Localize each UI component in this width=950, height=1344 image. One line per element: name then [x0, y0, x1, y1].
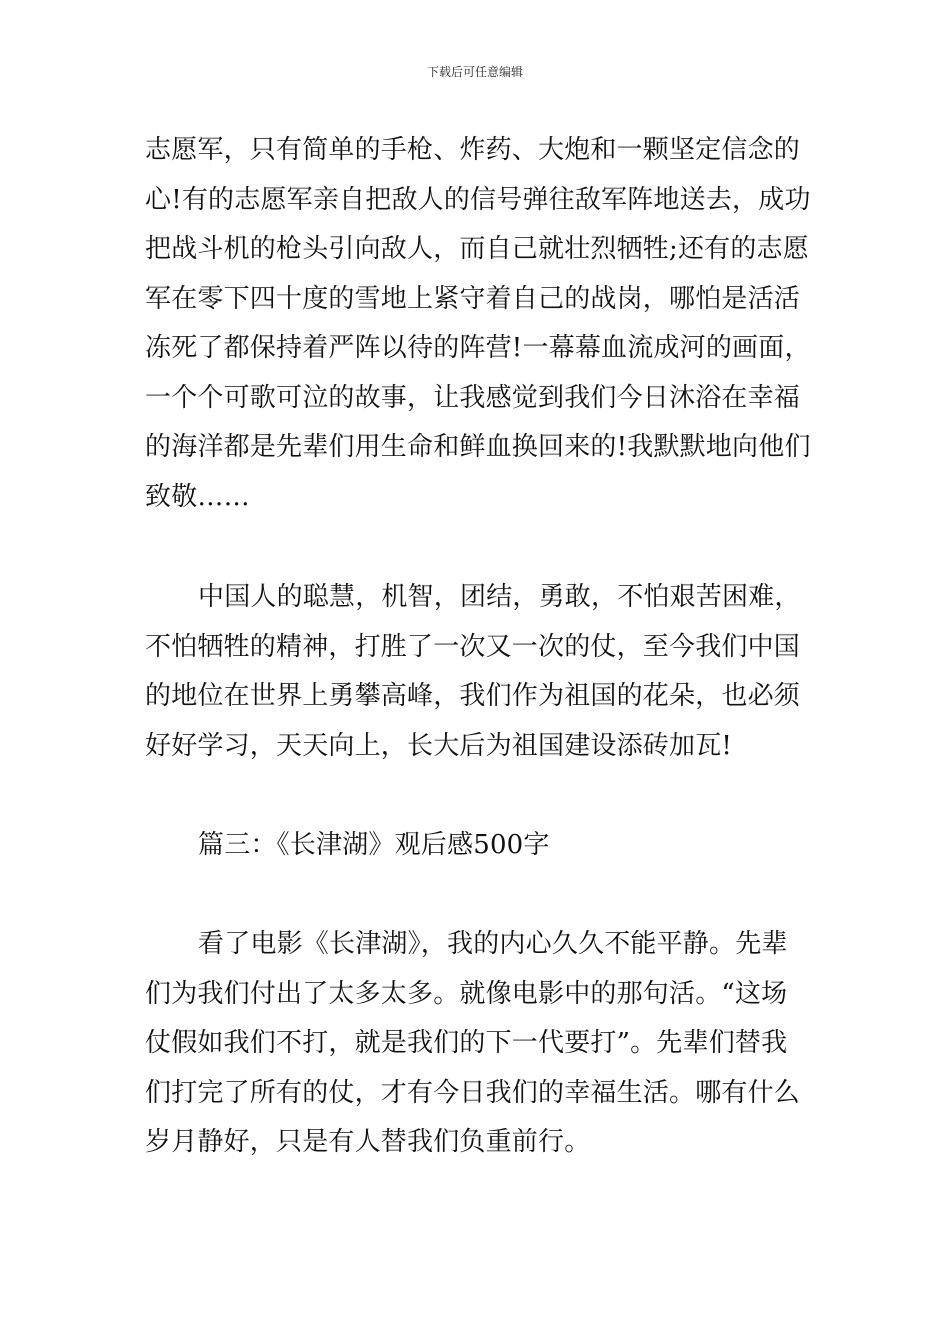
paragraph-volunteer-army [145, 126, 809, 522]
paragraph-line: 岁月静好，只是有人替我们负重前行。 [145, 1127, 591, 1157]
paragraph-line: 好好学习，天天向上，长大后为祖国建设添砖加瓦! [145, 730, 733, 761]
paragraph-chinese-spirit [145, 573, 809, 771]
paragraph-line: 们打完了所有的仗，才有今日我们的幸福生活。哪有什么 [145, 1077, 801, 1108]
section-heading [145, 821, 809, 871]
paragraph-line: 中国人的聪慧，机智，团结，勇敢，不怕艰苦困难， [198, 582, 801, 612]
paragraph-line: 仗假如我们不打，就是我们的下一代要打”。先辈们替我 [145, 1028, 788, 1058]
paragraph-line: 把战斗机的枪头引向敌人，而自己就壮烈牺牲;还有的志愿 [145, 234, 809, 264]
paragraph-line: 军在零下四十度的雪地上紧守着自己的战岗，哪怕是活活 [145, 283, 801, 314]
section-heading-text: 篇三：《长津湖》观后感500字 [198, 830, 550, 860]
paragraph-line: 看了电影《长津湖》，我的内心久久不能平静。先辈 [198, 929, 788, 959]
paragraph-line: 们为我们付出了太多太多。就像电影中的那句活。“这场 [145, 978, 788, 1009]
paragraph-line: 的地位在世界上勇攀高峰，我们作为祖国的花朵，也必须 [145, 681, 801, 711]
paragraph-line: 冻死了都保持着严阵以待的阵营!一幕幕血流成河的画面， [145, 333, 811, 363]
paragraph-changjin-lake [145, 920, 809, 1168]
paragraph-line: 一个个可歌可泣的故事，让我感觉到我们今日沐浴在幸福 [145, 382, 801, 413]
paragraph-line: 志愿军，只有简单的手枪、炸药、大炮和一颗坚定信念的 [145, 135, 801, 165]
paragraph-line: 的海洋都是先辈们用生命和鲜血换回来的!我默默地向他们 [145, 432, 811, 462]
paragraph-line: 不怕牺牲的精神，打胜了一次又一次的仗，至今我们中国 [145, 631, 801, 662]
page-header: 下载后可任意编辑 [426, 65, 523, 79]
paragraph-line: 心!有的志愿军亲自把敌人的信号弹往敌军阵地送去，成功 [145, 184, 811, 215]
paragraph-line: 致敬…… [145, 481, 250, 512]
